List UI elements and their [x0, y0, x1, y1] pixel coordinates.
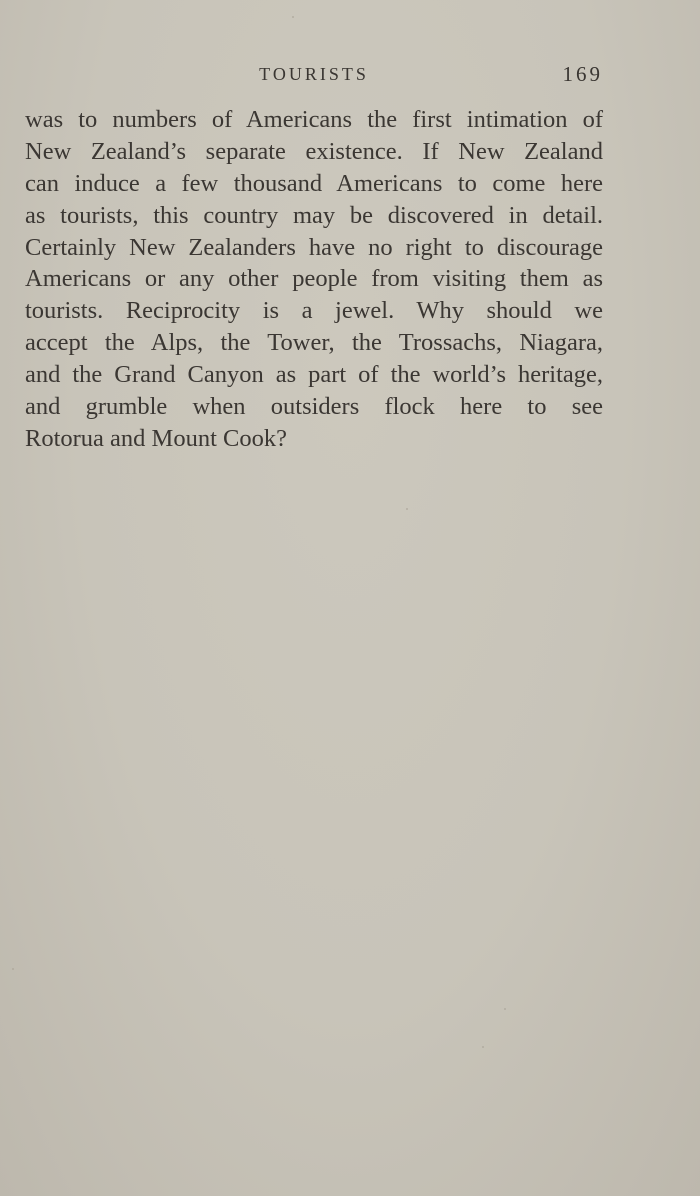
page-number: 169	[562, 62, 603, 86]
text-line: New Zealand’s separate existence. If New Zealand	[25, 137, 603, 165]
paper-speck	[12, 968, 14, 970]
text-line: and the Grand Canyon as part of the world’s heritage,	[25, 361, 603, 389]
text-line: Rotorua and Mount Cook?	[25, 424, 287, 452]
paper-speck	[292, 16, 294, 18]
text-line: Americans or any other people from visiting them as	[25, 265, 603, 293]
running-header	[25, 64, 603, 90]
text-line: as tourists, this country may be discovered in detail.	[25, 201, 603, 229]
text-line: Certainly New Zealanders have no right to discourage	[25, 233, 603, 261]
body-paragraph	[25, 104, 603, 455]
text-line: can induce a few thousand Americans to come here	[25, 169, 603, 197]
paper-speck	[504, 1008, 506, 1010]
text-line: and grumble when outsiders flock here to see	[25, 393, 603, 421]
text-line: tourists. Reciprocity is a jewel. Why should we	[25, 297, 603, 325]
paper-speck	[482, 1046, 484, 1048]
text-line: accept the Alps, the Tower, the Trossachs, Niagara,	[25, 329, 603, 357]
paper-speck	[406, 508, 408, 510]
running-title: TOURISTS	[259, 64, 369, 84]
text-line: was to numbers of Americans the first intimation of	[25, 106, 603, 133]
